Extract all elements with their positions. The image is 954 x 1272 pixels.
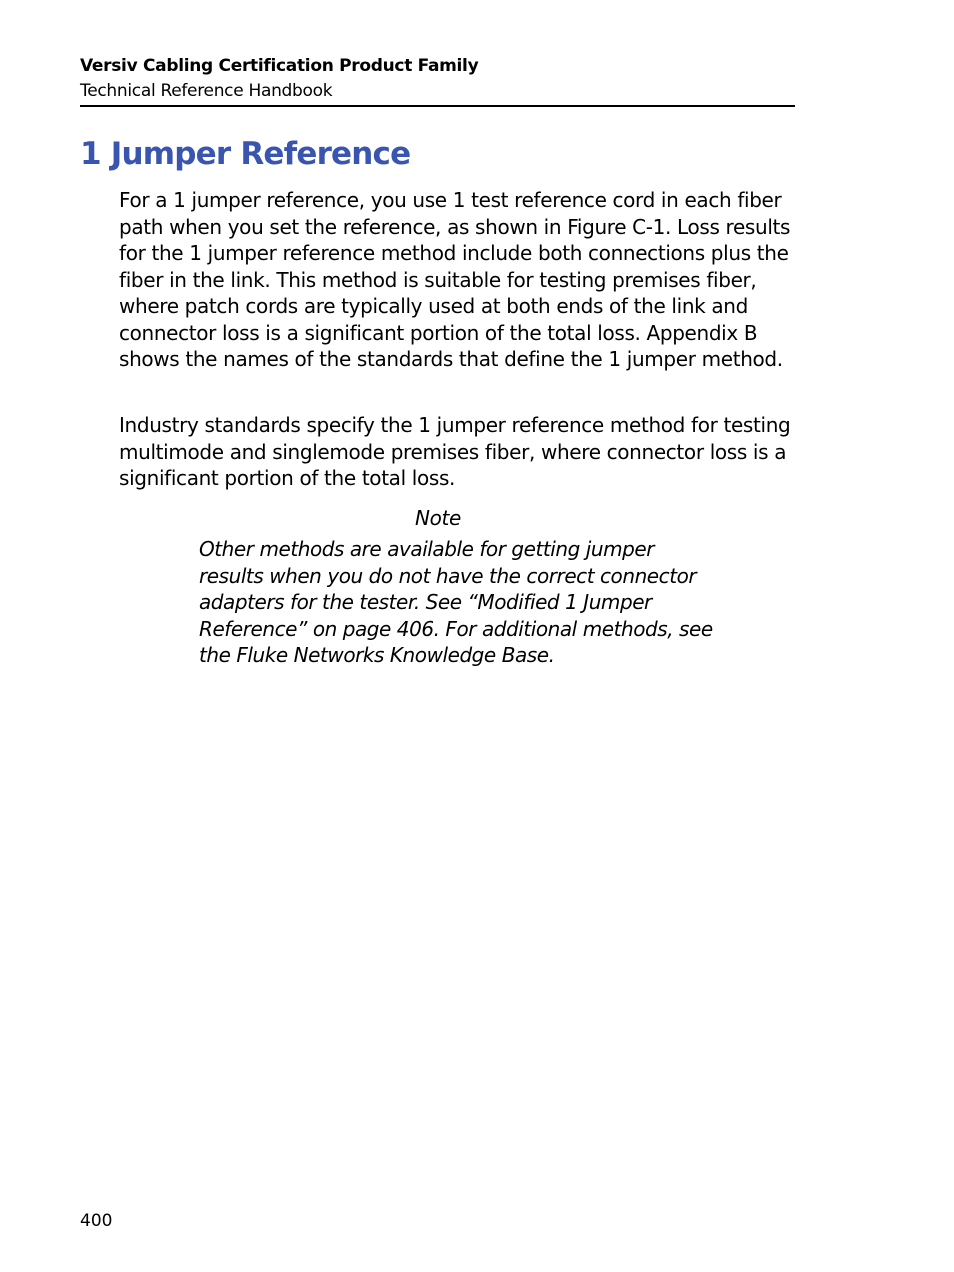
document-subtitle: Technical Reference Handbook <box>80 81 333 101</box>
note-text: Other methods are available for getting jumper results when you do not have the correct connector adapters for the tester. See “Modified 1 Jumper Reference” on page 406. For additional methods, see the Fluke Networks Knowledge Base. <box>199 537 713 667</box>
body-paragraph-2: Industry standards specify the 1 jumper reference method for testing multimode and singlemode premises fiber, where connector loss is a significant portion of the total loss. <box>119 413 791 490</box>
section-heading: 1 Jumper Reference <box>80 136 411 172</box>
page-number: 400 <box>80 1211 113 1231</box>
document-title: Versiv Cabling Certification Product Family <box>80 56 479 76</box>
note-label: Note <box>415 506 461 530</box>
running-header <box>80 54 795 107</box>
body-paragraph-1: For a 1 jumper reference, you use 1 test reference cord in each fiber path when you set the reference, as shown in Figure C-1. Loss results for the 1 jumper reference method include both connections plus the fiber in the link. This method is suitable for testing premises fiber, where patch cords are typically used at both ends of the link and connector loss is a significant portion of the total loss. Appendix B shows the names of the standards that define the 1 jumper method. <box>119 188 791 371</box>
